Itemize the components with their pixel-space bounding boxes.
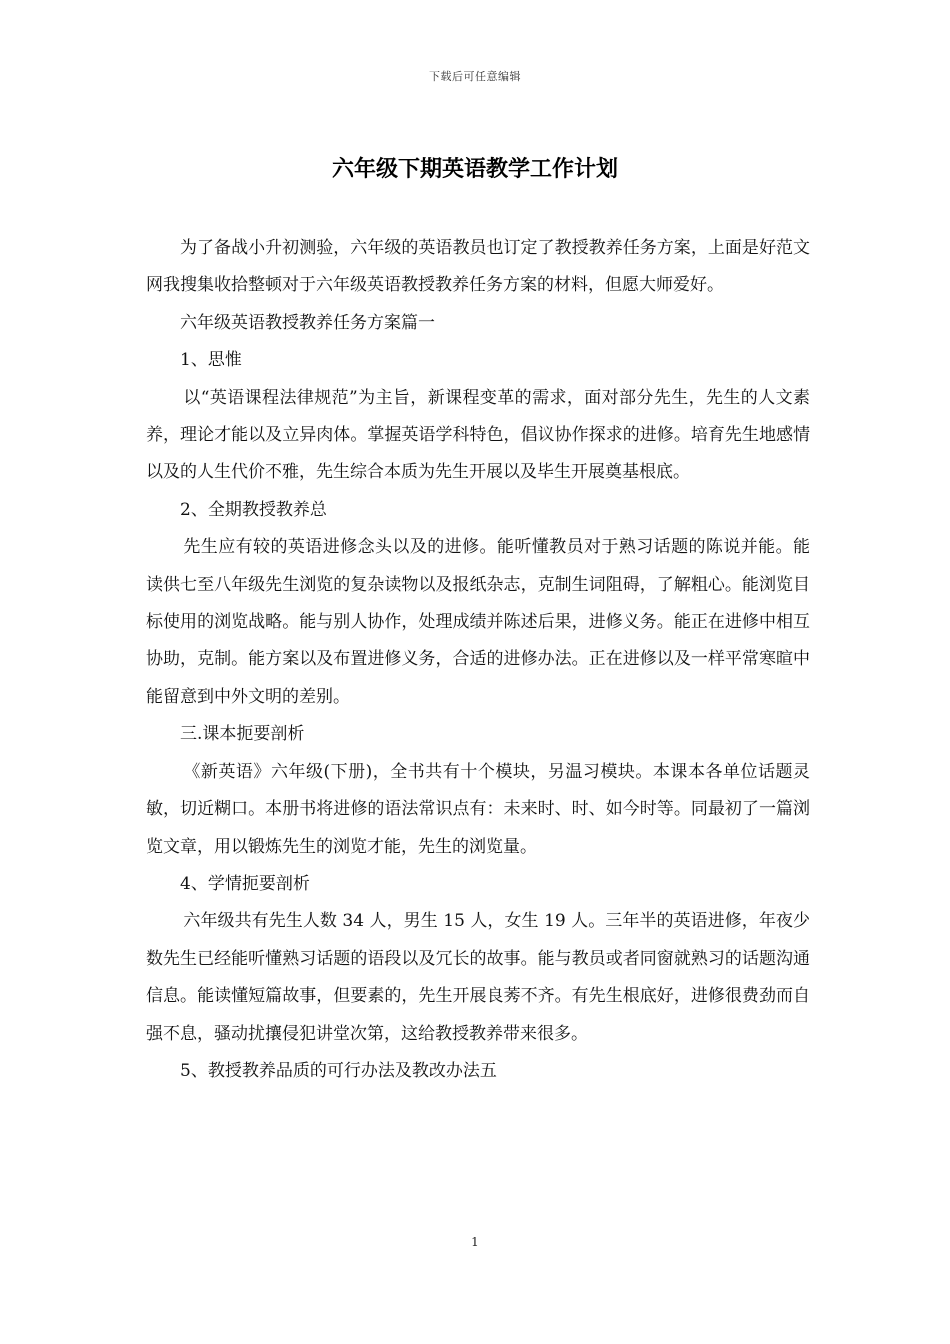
- page-header: 下载后可任意编辑: [429, 70, 521, 83]
- page-number: 1: [471, 1235, 479, 1249]
- document-title: 六年级下期英语教学工作计划: [331, 157, 618, 182]
- paragraph-heading-1: 1、思惟: [180, 350, 242, 371]
- paragraph-philosophy: 以“英语课程法律规范”为主旨，新课程变革的需求，面对部分先生，先生的人文素养，理论才能以及立异肉体。掌握英语学科特色，倡议协作探求的进修。培育先生地感情以及的人生代价不雅，先生综合本质为先生开展以及毕生开展奠基根底。: [146, 387, 810, 483]
- paragraph-heading-4: 4、学情扼要剖析: [180, 873, 310, 894]
- paragraph-goals: 先生应有较的英语进修念头以及的进修。能听懂教员对于熟习话题的陈说并能。能读供七至八年级先生浏览的复杂读物以及报纸杂志，克制生词阻碍，了解粗心。能浏览目标使用的浏览战略。能与别人协作，处理成绩并陈述后果，进修义务。能正在进修中相互协助，克制。能方案以及布置进修义务，合适的进修办法。正在进修以及一样平常寒暄中能留意到中外文明的差别。: [146, 537, 810, 707]
- document-body: [146, 230, 810, 1090]
- paragraph-students: 六年级共有先生人数 34 人，男生 15 人，女生 19 人。三年半的英语进修，年夜少数先生已经能听懂熟习话题的语段以及冗长的故事。能与教员或者同窗就熟习的话题沟通信息。能读懂短篇故事，但要素的，先生开展良莠不齐。有先生根底好，进修很费劲而自强不息，骚动扰攘侵犯讲堂次第，这给教授教养带来很多。: [146, 911, 810, 1044]
- paragraph-heading-5: 5、教授教养品质的可行办法及教改办法五: [180, 1060, 497, 1081]
- paragraph-heading-2: 2、全期教授教养总: [180, 499, 327, 520]
- paragraph-heading-3: 三.课本扼要剖析: [180, 724, 305, 745]
- paragraph-intro: 为了备战小升初测验，六年级的英语教员也订定了教授教养任务方案，上面是好范文网我搜集收拾整顿对于六年级英语教授教养任务方案的材料，但愿大师爱好。: [146, 238, 810, 296]
- paragraph-heading-plan: 六年级英语教授教养任务方案篇一: [180, 312, 435, 333]
- paragraph-textbook: 《新英语》六年级(下册)，全书共有十个模块，另温习模块。本课本各单位话题灵敏，切近糊口。本册书将进修的语法常识点有：未来时、时、如今时等。同最初了一篇浏览文章，用以锻炼先生的浏览才能，先生的浏览量。: [146, 761, 810, 857]
